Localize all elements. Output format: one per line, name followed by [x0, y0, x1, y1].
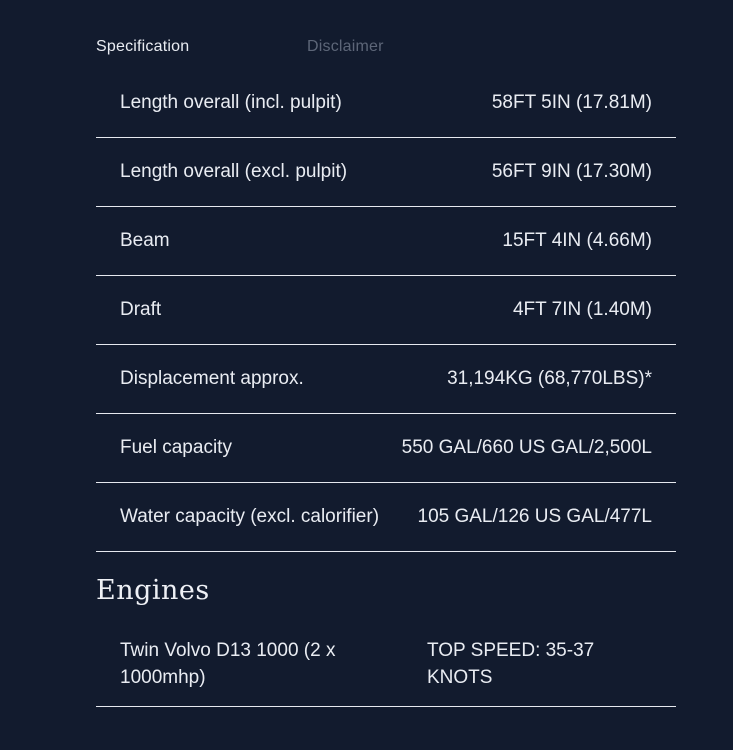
spec-row-draft — [96, 277, 676, 345]
engine-name: Twin Volvo D13 1000 (2 x 1000mhp) — [120, 640, 336, 688]
spec-row-fuel-capacity — [96, 415, 676, 483]
spec-label: Displacement approx. — [120, 368, 304, 389]
spec-label: Beam — [120, 230, 170, 251]
spec-row-water-capacity — [96, 484, 676, 552]
spec-label: Draft — [120, 299, 162, 320]
tab-disclaimer[interactable]: Disclaimer — [307, 38, 384, 55]
tab-specification[interactable]: Specification — [96, 38, 190, 55]
spec-value: 15FT 4IN (4.66M) — [502, 230, 652, 251]
spec-value: 105 GAL/126 US GAL/477L — [417, 506, 652, 527]
spec-label: Water capacity (excl. calorifier) — [120, 506, 380, 527]
spec-value: 31,194KG (68,770LBS)* — [447, 368, 652, 389]
spec-label: Length overall (incl. pulpit) — [120, 92, 342, 113]
engine-row — [96, 625, 676, 707]
spec-row-length-excl-pulpit — [96, 139, 676, 207]
spec-value: 4FT 7IN (1.40M) — [512, 299, 652, 320]
spec-value: 550 GAL/660 US GAL/2,500L — [401, 437, 652, 458]
spec-row-displacement — [96, 346, 676, 414]
engine-top-speed: TOP SPEED: 35-37 KNOTS — [427, 640, 595, 688]
spec-value: 58FT 5IN (17.81M) — [491, 92, 652, 113]
engines-heading: Engines — [96, 575, 210, 606]
spec-value: 56FT 9IN (17.30M) — [491, 161, 652, 182]
spec-label: Fuel capacity — [120, 437, 232, 458]
spec-row-length-incl-pulpit — [96, 70, 676, 138]
spec-label: Length overall (excl. pulpit) — [120, 161, 348, 182]
spec-row-beam — [96, 208, 676, 276]
specification-list — [96, 70, 676, 553]
